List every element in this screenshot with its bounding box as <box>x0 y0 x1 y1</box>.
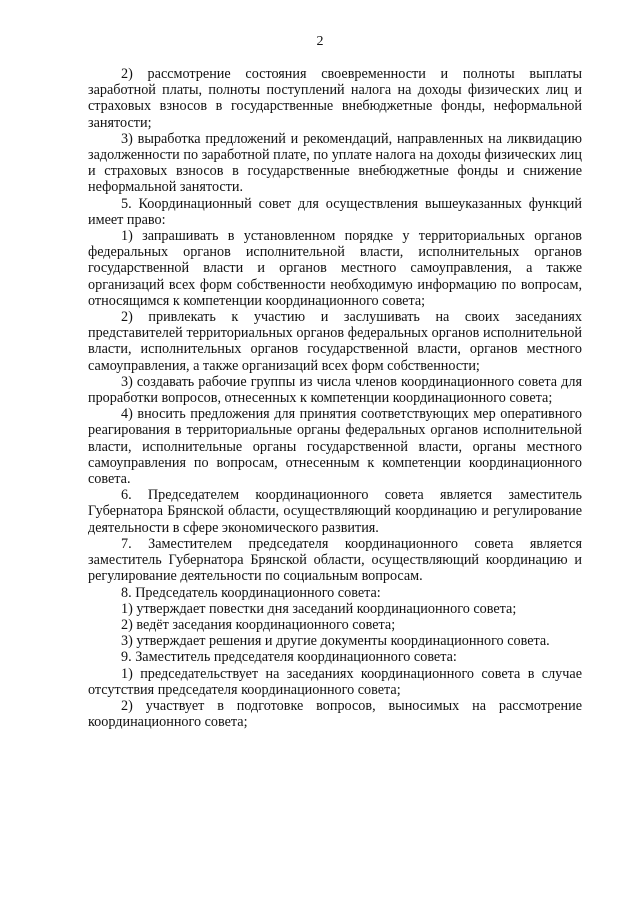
paragraph: 1) председательствует на заседаниях координационного совета в случае отсутствия председателя координационного совета; <box>88 665 582 698</box>
page-number: 2 <box>316 34 324 49</box>
paragraph: 8. Председатель координационного совета: <box>121 584 381 601</box>
paragraph: 3) выработка предложений и рекомендаций, направленных на ликвидацию задолженности по заработной плате, по уплате налога на доходы физических лиц и страховых взносов в государственные внебюджетные фонды и снижение неформальной занятости. <box>88 130 582 196</box>
paragraph: 1) утверждает повестки дня заседаний координационного совета; <box>121 600 517 617</box>
paragraph: 9. Заместитель председателя координационного совета: <box>121 649 457 666</box>
paragraph: 4) вносить предложения для принятия соответствующих мер оперативного реагирования в территориальные органы федеральных органов исполнительной власти, исполнительные органы государственной власти, органы местного самоуправления по вопросам, отнесенным к компетенции координационного совета. <box>88 406 582 488</box>
paragraph: 2) рассмотрение состояния своевременности и полноты выплаты заработной платы, полноты поступлений налога на доходы физических лиц и страховых взносов в государственные внебюджетные фонды, неформальной занятости; <box>88 66 582 131</box>
paragraph: 2) привлекать к участию и заслушивать на своих заседаниях представителей территориальных органов федеральных органов исполнительной власти, исполнительных органов государственной власти, органов местного самоуправления, а также организаций всех форм собственности; <box>88 309 582 374</box>
paragraph: 2) участвует в подготовке вопросов, выносимых на рассмотрение координационного совета; <box>88 697 582 731</box>
paragraph: 2) ведёт заседания координационного совета; <box>121 616 396 633</box>
paragraph: 3) утверждает решения и другие документы координационного совета. <box>121 633 550 650</box>
paragraph: 3) создавать рабочие группы из числа членов координационного совета для проработки вопросов, отнесенных к компетенции координационного совета; <box>88 373 582 407</box>
paragraph: 5. Координационный совет для осуществления вышеуказанных функций имеет право: <box>88 195 582 228</box>
paragraph: 6. Председателем координационного совета является заместитель Губернатора Брянской области, осуществляющий координацию и регулирование деятельности в сфере экономического развития. <box>88 487 582 536</box>
document-body <box>88 66 582 730</box>
paragraph: 7. Заместителем председателя координационного совета является заместитель Губернатора Брянской области, осуществляющий координацию и регулирование деятельности по социальным вопросам. <box>88 535 582 585</box>
paragraph: 1) запрашивать в установленном порядке у территориальных органов федеральных органов исполнительной власти, исполнительных органов государственной власти и органов местного самоуправления, а также организаций всех форм собственности необходимую информацию по вопросам, относящимся к компетенции координационного совета; <box>88 228 582 309</box>
